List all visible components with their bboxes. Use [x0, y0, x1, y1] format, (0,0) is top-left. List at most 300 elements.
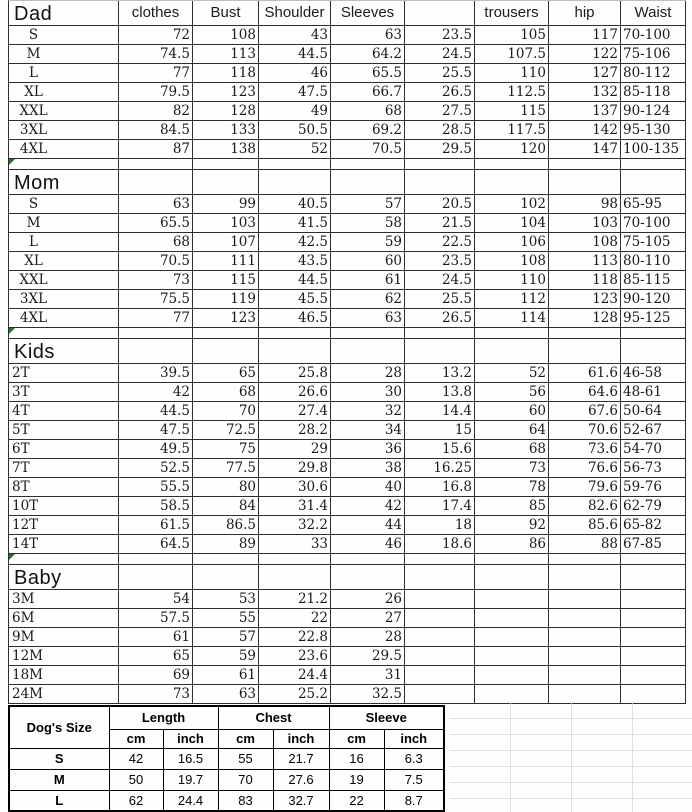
waist-value-cell: 48-61	[621, 383, 686, 402]
value-cell: 86.5	[193, 516, 259, 535]
empty-cell	[475, 170, 549, 195]
value-cell: 108	[193, 26, 259, 45]
value-cell: 18.6	[405, 535, 475, 554]
value-cell: 77	[119, 309, 193, 328]
value-cell: 44	[331, 516, 405, 535]
value-cell: 72	[119, 26, 193, 45]
dog-value-cell: 83	[218, 790, 273, 811]
value-cell: 42.5	[259, 233, 331, 252]
empty-cell	[475, 565, 549, 590]
empty-cell	[119, 339, 193, 364]
value-cell: 73.6	[549, 440, 621, 459]
empty-cell	[405, 554, 475, 565]
value-cell: 77.5	[193, 459, 259, 478]
dog-group-header: Sleeve	[329, 706, 444, 729]
unit-header: cm	[109, 729, 163, 748]
waist-value-cell: 62-79	[621, 497, 686, 516]
value-cell: 103	[193, 214, 259, 233]
value-cell: 28.5	[405, 121, 475, 140]
value-cell: 26.5	[405, 83, 475, 102]
value-cell: 49.5	[119, 440, 193, 459]
value-cell: 58	[331, 214, 405, 233]
value-cell: 24.4	[259, 666, 331, 685]
size-cell: 14T	[9, 535, 119, 554]
value-cell: 70.5	[331, 140, 405, 159]
dog-table-row	[9, 769, 444, 790]
table-row	[9, 271, 686, 290]
unit-header: inch	[384, 729, 444, 748]
dog-value-cell: 50	[109, 769, 163, 790]
value-cell: 60	[331, 252, 405, 271]
value-cell: 16.8	[405, 478, 475, 497]
empty-cell	[549, 328, 621, 339]
value-cell: 28.2	[259, 421, 331, 440]
value-cell: 31.4	[259, 497, 331, 516]
value-cell: 25.5	[405, 290, 475, 309]
value-cell: 63	[331, 309, 405, 328]
column-header: Shoulder	[259, 1, 331, 26]
value-cell: 62	[331, 290, 405, 309]
value-cell: 82.6	[549, 497, 621, 516]
value-cell: 63	[193, 685, 259, 704]
dog-size-cell: S	[9, 748, 109, 769]
empty-cell	[193, 565, 259, 590]
waist-value-cell: 80-112	[621, 64, 686, 83]
size-cell: 4XL	[9, 140, 119, 159]
size-cell: 12M	[9, 647, 119, 666]
table-row	[9, 647, 686, 666]
value-cell: 13.8	[405, 383, 475, 402]
value-cell	[405, 628, 475, 647]
value-cell: 31	[331, 666, 405, 685]
table-row	[9, 421, 686, 440]
empty-cell	[549, 159, 621, 170]
error-triangle-icon	[9, 159, 15, 165]
value-cell: 49	[259, 102, 331, 121]
value-cell: 42	[331, 497, 405, 516]
unit-header: cm	[329, 729, 384, 748]
empty-cell	[119, 170, 193, 195]
empty-cell	[331, 565, 405, 590]
value-cell: 107.5	[475, 45, 549, 64]
waist-value-cell	[621, 590, 686, 609]
value-cell: 22	[259, 609, 331, 628]
empty-cell	[405, 170, 475, 195]
column-header	[405, 1, 475, 26]
section-title-row	[9, 170, 686, 195]
value-cell: 25.2	[259, 685, 331, 704]
value-cell: 72.5	[193, 421, 259, 440]
value-cell: 18	[405, 516, 475, 535]
empty-cell	[259, 328, 331, 339]
waist-value-cell: 70-100	[621, 26, 686, 45]
value-cell: 85	[475, 497, 549, 516]
table-row	[9, 440, 686, 459]
value-cell: 24.5	[405, 45, 475, 64]
value-cell: 70.5	[119, 252, 193, 271]
dog-value-cell: 6.3	[384, 748, 444, 769]
table-row	[9, 685, 686, 704]
value-cell: 119	[193, 290, 259, 309]
value-cell: 110	[475, 64, 549, 83]
waist-value-cell	[621, 628, 686, 647]
error-triangle-icon	[9, 554, 15, 560]
value-cell	[475, 666, 549, 685]
value-cell: 21.5	[405, 214, 475, 233]
value-cell: 112.5	[475, 83, 549, 102]
dog-value-cell: 16	[329, 748, 384, 769]
value-cell	[549, 666, 621, 685]
value-cell: 25.8	[259, 364, 331, 383]
value-cell: 46	[331, 535, 405, 554]
waist-value-cell: 80-110	[621, 252, 686, 271]
value-cell: 59	[331, 233, 405, 252]
value-cell: 64	[475, 421, 549, 440]
waist-value-cell: 100-135	[621, 140, 686, 159]
table-row	[9, 45, 686, 64]
value-cell: 15.6	[405, 440, 475, 459]
dog-value-cell: 16.5	[163, 748, 218, 769]
empty-cell	[549, 565, 621, 590]
empty-cell	[193, 328, 259, 339]
empty-cell	[475, 339, 549, 364]
dog-size-cell: M	[9, 769, 109, 790]
column-header: Bust	[193, 1, 259, 26]
column-header: hip	[549, 1, 621, 26]
size-cell: 2T	[9, 364, 119, 383]
value-cell: 40.5	[259, 195, 331, 214]
size-cell: 3M	[9, 590, 119, 609]
value-cell: 104	[475, 214, 549, 233]
value-cell: 99	[193, 195, 259, 214]
table-row	[9, 516, 686, 535]
value-cell: 61	[119, 628, 193, 647]
value-cell: 29.5	[331, 647, 405, 666]
value-cell: 118	[549, 271, 621, 290]
empty-cell	[405, 159, 475, 170]
empty-cell	[9, 328, 119, 339]
size-cell: S	[9, 195, 119, 214]
empty-cell	[621, 159, 686, 170]
value-cell: 84	[193, 497, 259, 516]
value-cell: 30.6	[259, 478, 331, 497]
value-cell: 147	[549, 140, 621, 159]
unit-header: inch	[273, 729, 329, 748]
size-cell: 18M	[9, 666, 119, 685]
size-cell: L	[9, 64, 119, 83]
value-cell: 80	[193, 478, 259, 497]
waist-value-cell: 85-118	[621, 83, 686, 102]
value-cell: 24.5	[405, 271, 475, 290]
value-cell: 82	[119, 102, 193, 121]
waist-value-cell	[621, 609, 686, 628]
value-cell: 73	[475, 459, 549, 478]
value-cell: 67.6	[549, 402, 621, 421]
value-cell: 75	[193, 440, 259, 459]
value-cell: 45.5	[259, 290, 331, 309]
value-cell: 30	[331, 383, 405, 402]
value-cell	[405, 685, 475, 704]
size-cell: 4XL	[9, 309, 119, 328]
dog-group-header: Length	[109, 706, 218, 729]
value-cell: 65	[119, 647, 193, 666]
unit-header: inch	[163, 729, 218, 748]
empty-cell	[9, 554, 119, 565]
size-cell: 4T	[9, 402, 119, 421]
size-cell: 8T	[9, 478, 119, 497]
value-cell: 70.6	[549, 421, 621, 440]
empty-cell	[119, 328, 193, 339]
value-cell: 79.6	[549, 478, 621, 497]
waist-value-cell: 56-73	[621, 459, 686, 478]
empty-cell	[475, 554, 549, 565]
value-cell: 43.5	[259, 252, 331, 271]
value-cell: 27.5	[405, 102, 475, 121]
value-cell: 65.5	[119, 214, 193, 233]
value-cell: 84.5	[119, 121, 193, 140]
value-cell	[549, 647, 621, 666]
value-cell: 123	[193, 83, 259, 102]
value-cell: 63	[331, 26, 405, 45]
value-cell: 108	[475, 252, 549, 271]
empty-cell	[259, 565, 331, 590]
value-cell: 68	[193, 383, 259, 402]
value-cell	[475, 628, 549, 647]
value-cell: 64.6	[549, 383, 621, 402]
table-row	[9, 383, 686, 402]
table-row	[9, 252, 686, 271]
table-row	[9, 140, 686, 159]
value-cell: 113	[549, 252, 621, 271]
table-row	[9, 102, 686, 121]
value-cell: 52.5	[119, 459, 193, 478]
size-cell: 6M	[9, 609, 119, 628]
value-cell	[475, 609, 549, 628]
spacer-row	[9, 159, 686, 170]
empty-cell	[405, 565, 475, 590]
unit-header: cm	[218, 729, 273, 748]
table-row	[9, 83, 686, 102]
value-cell: 137	[549, 102, 621, 121]
value-cell: 26.6	[259, 383, 331, 402]
table-row	[9, 666, 686, 685]
empty-cell	[549, 339, 621, 364]
dog-value-cell: 7.5	[384, 769, 444, 790]
dog-value-cell: 55	[218, 748, 273, 769]
empty-cell	[9, 159, 119, 170]
value-cell: 86	[475, 535, 549, 554]
value-cell: 22.8	[259, 628, 331, 647]
spreadsheet-background-grid	[450, 703, 692, 812]
value-cell: 73	[119, 685, 193, 704]
spacer-row	[9, 328, 686, 339]
value-cell: 39.5	[119, 364, 193, 383]
dog-value-cell: 62	[109, 790, 163, 811]
value-cell: 78	[475, 478, 549, 497]
value-cell: 61.6	[549, 364, 621, 383]
value-cell: 64.5	[119, 535, 193, 554]
size-cell: 5T	[9, 421, 119, 440]
value-cell: 132	[549, 83, 621, 102]
column-header: trousers	[475, 1, 549, 26]
table-row	[9, 628, 686, 647]
value-cell: 47.5	[119, 421, 193, 440]
size-cell: 3T	[9, 383, 119, 402]
value-cell: 92	[475, 516, 549, 535]
value-cell: 79.5	[119, 83, 193, 102]
value-cell	[405, 666, 475, 685]
value-cell: 57	[193, 628, 259, 647]
value-cell: 23.5	[405, 26, 475, 45]
value-cell: 114	[475, 309, 549, 328]
size-cell: 3XL	[9, 290, 119, 309]
value-cell: 44.5	[259, 45, 331, 64]
size-cell: 10T	[9, 497, 119, 516]
value-cell	[549, 590, 621, 609]
waist-value-cell	[621, 685, 686, 704]
value-cell: 23.5	[405, 252, 475, 271]
table-row	[9, 195, 686, 214]
value-cell: 113	[193, 45, 259, 64]
value-cell: 22.5	[405, 233, 475, 252]
section-title-row	[9, 339, 686, 364]
waist-value-cell: 65-95	[621, 195, 686, 214]
value-cell: 21.2	[259, 590, 331, 609]
empty-cell	[331, 159, 405, 170]
value-cell: 122	[549, 45, 621, 64]
table-row	[9, 609, 686, 628]
value-cell: 46	[259, 64, 331, 83]
size-cell: 9M	[9, 628, 119, 647]
waist-value-cell: 90-124	[621, 102, 686, 121]
value-cell: 107	[193, 233, 259, 252]
value-cell: 102	[475, 195, 549, 214]
empty-cell	[193, 170, 259, 195]
value-cell: 127	[549, 64, 621, 83]
empty-cell	[621, 328, 686, 339]
value-cell: 123	[549, 290, 621, 309]
value-cell: 128	[193, 102, 259, 121]
table-row	[9, 364, 686, 383]
value-cell: 36	[331, 440, 405, 459]
empty-cell	[405, 328, 475, 339]
table-row	[9, 497, 686, 516]
waist-value-cell: 52-67	[621, 421, 686, 440]
value-cell: 27	[331, 609, 405, 628]
empty-cell	[193, 339, 259, 364]
value-cell	[405, 590, 475, 609]
value-cell: 68	[475, 440, 549, 459]
value-cell: 32.5	[331, 685, 405, 704]
value-cell: 65	[193, 364, 259, 383]
empty-cell	[193, 159, 259, 170]
value-cell: 85.6	[549, 516, 621, 535]
value-cell: 105	[475, 26, 549, 45]
dog-value-cell: 19	[329, 769, 384, 790]
value-cell: 117.5	[475, 121, 549, 140]
error-triangle-icon	[9, 328, 15, 334]
column-header: Waist	[621, 1, 686, 26]
dog-value-cell: 27.6	[273, 769, 329, 790]
value-cell: 111	[193, 252, 259, 271]
value-cell: 28	[331, 364, 405, 383]
empty-cell	[331, 554, 405, 565]
waist-value-cell: 70-100	[621, 214, 686, 233]
table-row	[9, 478, 686, 497]
value-cell: 52	[475, 364, 549, 383]
table-row	[9, 402, 686, 421]
value-cell: 15	[405, 421, 475, 440]
value-cell: 142	[549, 121, 621, 140]
table-row	[9, 309, 686, 328]
empty-cell	[259, 170, 331, 195]
value-cell: 43	[259, 26, 331, 45]
value-cell: 77	[119, 64, 193, 83]
value-cell: 61.5	[119, 516, 193, 535]
size-chart-spreadsheet	[8, 0, 686, 704]
size-cell: 7T	[9, 459, 119, 478]
empty-cell	[621, 339, 686, 364]
value-cell: 40	[331, 478, 405, 497]
waist-value-cell: 75-106	[621, 45, 686, 64]
value-cell: 25.5	[405, 64, 475, 83]
section-title: Dad	[9, 1, 119, 26]
size-cell: XL	[9, 252, 119, 271]
value-cell: 138	[193, 140, 259, 159]
section-title-row	[9, 565, 686, 590]
value-cell: 50.5	[259, 121, 331, 140]
size-cell: S	[9, 26, 119, 45]
value-cell: 29.8	[259, 459, 331, 478]
empty-cell	[259, 159, 331, 170]
value-cell: 76.6	[549, 459, 621, 478]
waist-value-cell: 67-85	[621, 535, 686, 554]
value-cell	[405, 647, 475, 666]
value-cell: 33	[259, 535, 331, 554]
waist-value-cell: 50-64	[621, 402, 686, 421]
size-cell: XXL	[9, 271, 119, 290]
waist-value-cell	[621, 647, 686, 666]
value-cell	[549, 685, 621, 704]
value-cell: 75.5	[119, 290, 193, 309]
value-cell: 88	[549, 535, 621, 554]
header-row	[9, 1, 686, 26]
value-cell: 133	[193, 121, 259, 140]
value-cell: 42	[119, 383, 193, 402]
dog-value-cell: 22	[329, 790, 384, 811]
value-cell: 41.5	[259, 214, 331, 233]
value-cell: 64.2	[331, 45, 405, 64]
value-cell: 14.4	[405, 402, 475, 421]
size-cell: 6T	[9, 440, 119, 459]
size-cell: M	[9, 45, 119, 64]
size-cell: 12T	[9, 516, 119, 535]
column-header: Sleeves	[331, 1, 405, 26]
value-cell: 61	[193, 666, 259, 685]
value-cell: 120	[475, 140, 549, 159]
size-cell: 3XL	[9, 121, 119, 140]
value-cell: 110	[475, 271, 549, 290]
waist-value-cell: 90-120	[621, 290, 686, 309]
dog-table-row	[9, 748, 444, 769]
waist-value-cell: 85-115	[621, 271, 686, 290]
value-cell	[549, 628, 621, 647]
empty-cell	[119, 159, 193, 170]
value-cell	[475, 685, 549, 704]
value-cell: 70	[193, 402, 259, 421]
empty-cell	[331, 328, 405, 339]
value-cell: 58.5	[119, 497, 193, 516]
